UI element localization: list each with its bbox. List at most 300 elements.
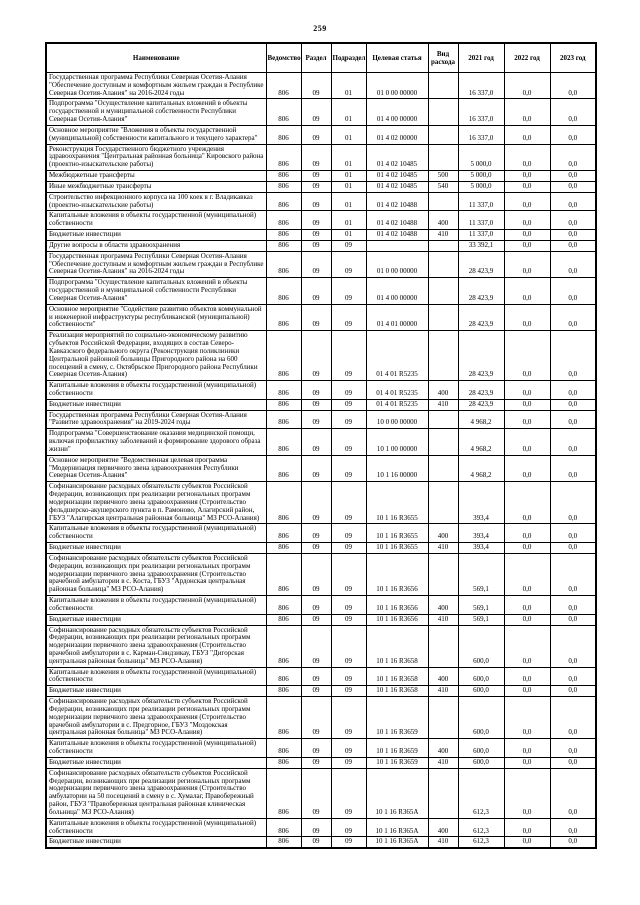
cell-rz: 09 — [301, 144, 331, 170]
cell-csr: 10 1 16 R3655 — [366, 543, 428, 554]
cell-y1: 28 423,9 — [458, 304, 504, 330]
cell-y2: 0,0 — [504, 686, 550, 697]
cell-pr: 09 — [331, 686, 366, 697]
cell-csr: 01 4 01 R5235 — [366, 381, 428, 400]
cell-y3: 0,0 — [550, 614, 596, 625]
cell-ved: 806 — [266, 739, 301, 758]
cell-ved: 806 — [266, 251, 301, 277]
cell-y1: 600,0 — [458, 739, 504, 758]
column-header: Наименование — [46, 43, 266, 73]
cell-vr — [428, 99, 458, 125]
cell-y3: 0,0 — [550, 230, 596, 241]
cell-y2: 0,0 — [504, 553, 550, 595]
table-row — [46, 818, 596, 837]
cell-rz: 09 — [301, 482, 331, 524]
cell-y3: 0,0 — [550, 381, 596, 400]
cell-y1: 28 423,9 — [458, 331, 504, 381]
cell-y3: 0,0 — [550, 686, 596, 697]
cell-pr: 09 — [331, 524, 366, 543]
cell-pr: 09 — [331, 331, 366, 381]
cell-y1: 5 000,0 — [458, 144, 504, 170]
cell-name: Основное мероприятие "Содействие развитию объектов коммунальной и инженерной инфраструктуры республиканской (муниципальной) собственности" — [46, 304, 266, 330]
cell-vr: 540 — [428, 181, 458, 192]
cell-y2: 0,0 — [504, 757, 550, 768]
cell-csr: 10 1 16 R3659 — [366, 757, 428, 768]
cell-name: Бюджетные инвестиции — [46, 837, 266, 848]
cell-y2: 0,0 — [504, 818, 550, 837]
cell-name: Иные межбюджетные трансферты — [46, 181, 266, 192]
cell-name: Капитальные вложения в объекты государственной (муниципальной) собственности — [46, 739, 266, 758]
cell-rz: 09 — [301, 192, 331, 211]
cell-y1: 4 968,2 — [458, 429, 504, 455]
cell-vr: 410 — [428, 614, 458, 625]
cell-pr: 09 — [331, 739, 366, 758]
cell-pr: 09 — [331, 304, 366, 330]
cell-y1: 569,1 — [458, 553, 504, 595]
cell-csr: 01 4 00 00000 — [366, 99, 428, 125]
cell-y1: 28 423,9 — [458, 399, 504, 410]
cell-rz: 09 — [301, 278, 331, 304]
table-row — [46, 99, 596, 125]
cell-y2: 0,0 — [504, 543, 550, 554]
cell-y3: 0,0 — [550, 192, 596, 211]
cell-pr: 09 — [331, 455, 366, 481]
cell-rz: 09 — [301, 171, 331, 182]
cell-vr — [428, 429, 458, 455]
cell-name: Бюджетные инвестиции — [46, 686, 266, 697]
cell-rz: 09 — [301, 410, 331, 429]
cell-y1: 11 337,0 — [458, 211, 504, 230]
cell-rz: 09 — [301, 251, 331, 277]
cell-rz: 09 — [301, 757, 331, 768]
cell-name: Государственная программа Республики Северная Осетия-Алания "Обеспечение доступным и комфортным жильем граждан в Республике Северная Осетия-Алания" на 2016-2024 годы — [46, 251, 266, 277]
cell-y3: 0,0 — [550, 240, 596, 251]
cell-y2: 0,0 — [504, 192, 550, 211]
cell-csr: 10 1 16 00000 — [366, 455, 428, 481]
cell-vr — [428, 697, 458, 739]
cell-pr: 09 — [331, 757, 366, 768]
cell-ved: 806 — [266, 596, 301, 615]
cell-vr — [428, 144, 458, 170]
cell-csr: 01 4 02 10485 — [366, 181, 428, 192]
cell-csr — [366, 240, 428, 251]
table-row — [46, 331, 596, 381]
column-header: 2021 год — [458, 43, 504, 73]
cell-ved: 806 — [266, 667, 301, 686]
cell-rz: 09 — [301, 739, 331, 758]
cell-vr — [428, 331, 458, 381]
cell-rz: 09 — [301, 543, 331, 554]
cell-y2: 0,0 — [504, 614, 550, 625]
cell-ved: 806 — [266, 99, 301, 125]
cell-y1: 33 392,1 — [458, 240, 504, 251]
cell-rz: 09 — [301, 381, 331, 400]
cell-y1: 612,3 — [458, 768, 504, 818]
cell-rz: 09 — [301, 524, 331, 543]
cell-pr: 09 — [331, 625, 366, 667]
cell-pr: 09 — [331, 278, 366, 304]
cell-y3: 0,0 — [550, 99, 596, 125]
table-row — [46, 768, 596, 818]
cell-rz: 09 — [301, 818, 331, 837]
cell-vr — [428, 625, 458, 667]
cell-ved: 806 — [266, 230, 301, 241]
cell-ved: 806 — [266, 192, 301, 211]
cell-ved: 806 — [266, 625, 301, 667]
cell-vr — [428, 768, 458, 818]
cell-y3: 0,0 — [550, 757, 596, 768]
cell-y2: 0,0 — [504, 331, 550, 381]
cell-y3: 0,0 — [550, 278, 596, 304]
cell-rz: 09 — [301, 429, 331, 455]
cell-ved: 806 — [266, 614, 301, 625]
cell-ved: 806 — [266, 837, 301, 848]
table-row — [46, 625, 596, 667]
table-row — [46, 667, 596, 686]
cell-rz: 09 — [301, 331, 331, 381]
cell-y1: 612,3 — [458, 818, 504, 837]
cell-vr — [428, 278, 458, 304]
cell-rz: 09 — [301, 625, 331, 667]
cell-ved: 806 — [266, 455, 301, 481]
cell-pr: 01 — [331, 171, 366, 182]
cell-pr: 09 — [331, 381, 366, 400]
cell-vr — [428, 240, 458, 251]
cell-y1: 600,0 — [458, 697, 504, 739]
cell-y3: 0,0 — [550, 304, 596, 330]
cell-pr: 09 — [331, 410, 366, 429]
cell-rz: 09 — [301, 399, 331, 410]
cell-ved: 806 — [266, 482, 301, 524]
cell-rz: 09 — [301, 667, 331, 686]
cell-y3: 0,0 — [550, 73, 596, 99]
cell-y2: 0,0 — [504, 596, 550, 615]
column-header: Раздел — [301, 43, 331, 73]
cell-ved: 806 — [266, 181, 301, 192]
cell-y2: 0,0 — [504, 73, 550, 99]
cell-vr: 410 — [428, 543, 458, 554]
cell-vr: 400 — [428, 381, 458, 400]
table-row — [46, 73, 596, 99]
cell-rz: 09 — [301, 240, 331, 251]
cell-csr: 10 1 16 R3658 — [366, 625, 428, 667]
cell-ved: 806 — [266, 73, 301, 99]
cell-pr: 09 — [331, 837, 366, 848]
cell-y3: 0,0 — [550, 125, 596, 144]
cell-name: Основное мероприятие "Ведомственная целевая программа "Модернизация первичного звена здравоохранения Республики Северная Осетия-Алания" — [46, 455, 266, 481]
cell-vr: 410 — [428, 230, 458, 241]
cell-csr: 10 1 16 R365A — [366, 837, 428, 848]
cell-pr: 01 — [331, 144, 366, 170]
cell-pr: 09 — [331, 482, 366, 524]
cell-y2: 0,0 — [504, 697, 550, 739]
cell-name: Основное мероприятие "Вложения в объекты государственной (муниципальной) собственности капитального и текущего характера" — [46, 125, 266, 144]
cell-y3: 0,0 — [550, 818, 596, 837]
cell-csr: 01 0 00 00000 — [366, 73, 428, 99]
cell-y2: 0,0 — [504, 625, 550, 667]
table-row — [46, 230, 596, 241]
cell-ved: 806 — [266, 399, 301, 410]
table-row — [46, 125, 596, 144]
cell-ved: 806 — [266, 211, 301, 230]
cell-name: Строительство инфекционного корпуса на 100 коек в г. Владикавказ (проектно-изыскательские работы) — [46, 192, 266, 211]
cell-y2: 0,0 — [504, 125, 550, 144]
cell-name: Бюджетные инвестиции — [46, 543, 266, 554]
cell-vr: 400 — [428, 667, 458, 686]
cell-vr — [428, 192, 458, 211]
cell-ved: 806 — [266, 381, 301, 400]
cell-y1: 600,0 — [458, 667, 504, 686]
cell-pr: 01 — [331, 192, 366, 211]
cell-name: Государственная программа Республики Северная Осетия-Алания "Развитие здравоохранения" на 2019-2024 годы — [46, 410, 266, 429]
cell-ved: 806 — [266, 524, 301, 543]
cell-pr: 01 — [331, 230, 366, 241]
cell-vr: 410 — [428, 399, 458, 410]
cell-pr: 09 — [331, 399, 366, 410]
table-row — [46, 240, 596, 251]
table-row — [46, 455, 596, 481]
cell-y2: 0,0 — [504, 455, 550, 481]
table-row — [46, 614, 596, 625]
table-row — [46, 757, 596, 768]
cell-csr: 10 0 00 00000 — [366, 410, 428, 429]
table-row — [46, 543, 596, 554]
table-row — [46, 482, 596, 524]
cell-ved: 806 — [266, 171, 301, 182]
cell-vr: 410 — [428, 837, 458, 848]
cell-y3: 0,0 — [550, 410, 596, 429]
cell-rz: 09 — [301, 697, 331, 739]
cell-y2: 0,0 — [504, 144, 550, 170]
cell-csr: 01 4 02 10488 — [366, 230, 428, 241]
table-row — [46, 410, 596, 429]
cell-pr: 09 — [331, 553, 366, 595]
table-row — [46, 144, 596, 170]
cell-pr: 09 — [331, 768, 366, 818]
cell-y2: 0,0 — [504, 482, 550, 524]
table-row — [46, 278, 596, 304]
cell-y2: 0,0 — [504, 410, 550, 429]
cell-y2: 0,0 — [504, 304, 550, 330]
table-row — [46, 171, 596, 182]
cell-y3: 0,0 — [550, 171, 596, 182]
cell-pr: 01 — [331, 125, 366, 144]
cell-csr: 10 1 16 R3658 — [366, 667, 428, 686]
column-header: 2023 год — [550, 43, 596, 73]
cell-name: Бюджетные инвестиции — [46, 757, 266, 768]
cell-csr: 10 1 16 R3656 — [366, 614, 428, 625]
cell-vr — [428, 553, 458, 595]
cell-ved: 806 — [266, 553, 301, 595]
cell-vr — [428, 251, 458, 277]
cell-y1: 11 337,0 — [458, 192, 504, 211]
cell-csr: 01 4 02 00000 — [366, 125, 428, 144]
cell-y3: 0,0 — [550, 331, 596, 381]
cell-y1: 569,1 — [458, 596, 504, 615]
cell-ved: 806 — [266, 543, 301, 554]
cell-csr: 10 1 16 R365A — [366, 818, 428, 837]
cell-vr — [428, 482, 458, 524]
cell-y3: 0,0 — [550, 543, 596, 554]
cell-y1: 28 423,9 — [458, 278, 504, 304]
cell-csr: 01 4 02 10485 — [366, 144, 428, 170]
cell-ved: 806 — [266, 818, 301, 837]
cell-name: Капитальные вложения в объекты государственной (муниципальной) собственности — [46, 818, 266, 837]
table-row — [46, 596, 596, 615]
cell-y2: 0,0 — [504, 230, 550, 241]
cell-vr — [428, 125, 458, 144]
cell-y1: 569,1 — [458, 614, 504, 625]
cell-y2: 0,0 — [504, 399, 550, 410]
cell-csr: 10 1 16 R3658 — [366, 686, 428, 697]
table-row — [46, 739, 596, 758]
cell-y1: 28 423,9 — [458, 381, 504, 400]
header-row — [46, 43, 596, 73]
column-header: Целевая статья — [366, 43, 428, 73]
cell-y1: 600,0 — [458, 686, 504, 697]
cell-csr: 01 4 00 00000 — [366, 278, 428, 304]
cell-y2: 0,0 — [504, 240, 550, 251]
cell-y3: 0,0 — [550, 211, 596, 230]
cell-vr — [428, 455, 458, 481]
cell-vr: 400 — [428, 818, 458, 837]
cell-csr: 01 4 02 10485 — [366, 171, 428, 182]
cell-pr: 01 — [331, 73, 366, 99]
cell-vr: 400 — [428, 211, 458, 230]
cell-ved: 806 — [266, 686, 301, 697]
cell-rz: 09 — [301, 304, 331, 330]
cell-name: Капитальные вложения в объекты государственной (муниципальной) собственности — [46, 211, 266, 230]
cell-y2: 0,0 — [504, 739, 550, 758]
cell-ved: 806 — [266, 410, 301, 429]
cell-ved: 806 — [266, 125, 301, 144]
cell-ved: 806 — [266, 278, 301, 304]
cell-y1: 11 337,0 — [458, 230, 504, 241]
cell-y2: 0,0 — [504, 171, 550, 182]
cell-csr: 10 1 16 R3655 — [366, 524, 428, 543]
cell-y1: 5 000,0 — [458, 181, 504, 192]
cell-name: Подпрограмма "Осуществление капитальных вложений в объекты государственной и муниципальной собственности Республики Северная Осетия-Алания" — [46, 278, 266, 304]
cell-name: Софинансирование расходных обязательств субъектов Российской Федерации, возникающих при реализации региональных программ модернизации первичного звена здравоохранения (Строительство фельдшерско-акушерского пункта в п. Рамоново, Алагирский район, ГБУЗ "Алагирская центральная районная больница" МЗ РСО-Алания) — [46, 482, 266, 524]
cell-y2: 0,0 — [504, 251, 550, 277]
cell-rz: 09 — [301, 211, 331, 230]
cell-rz: 09 — [301, 614, 331, 625]
cell-name: Реконструкция Государственного бюджетного учреждения здравоохранения "Центральная районная больница" Кировского района (проектно-изыскательские работы) — [46, 144, 266, 170]
cell-name: Бюджетные инвестиции — [46, 399, 266, 410]
cell-pr: 01 — [331, 211, 366, 230]
table-row — [46, 251, 596, 277]
cell-ved: 806 — [266, 429, 301, 455]
cell-pr: 09 — [331, 543, 366, 554]
cell-csr: 10 1 16 R3659 — [366, 697, 428, 739]
cell-y2: 0,0 — [504, 381, 550, 400]
cell-csr: 10 1 00 00000 — [366, 429, 428, 455]
cell-name: Подпрограмма "Совершенствование оказания медицинской помощи, включая профилактику заболеваний и формирование здорового образа жизни" — [46, 429, 266, 455]
cell-y1: 393,4 — [458, 543, 504, 554]
column-header: Ведомство — [266, 43, 301, 73]
cell-y1: 393,4 — [458, 524, 504, 543]
cell-rz: 09 — [301, 73, 331, 99]
table-row — [46, 837, 596, 848]
cell-name: Бюджетные инвестиции — [46, 230, 266, 241]
cell-vr: 500 — [428, 171, 458, 182]
column-header: 2022 год — [504, 43, 550, 73]
column-header: Подраздел — [331, 43, 366, 73]
cell-ved: 806 — [266, 240, 301, 251]
cell-y2: 0,0 — [504, 429, 550, 455]
budget-table — [45, 42, 597, 849]
cell-name: Капитальные вложения в объекты государственной (муниципальной) собственности — [46, 667, 266, 686]
cell-ved: 806 — [266, 697, 301, 739]
cell-rz: 09 — [301, 230, 331, 241]
cell-y1: 600,0 — [458, 625, 504, 667]
table-row — [46, 697, 596, 739]
cell-name: Софинансирование расходных обязательств субъектов Российской Федерации, возникающих при реализации региональных программ модернизации первичного звена здравоохранения (Строительство врачебной амбулатории в с. Карман-Синдзикау, ГБУЗ "Дигорская центральная районная больница" МЗ РСО-Алания) — [46, 625, 266, 667]
table-row — [46, 553, 596, 595]
cell-ved: 806 — [266, 144, 301, 170]
cell-y3: 0,0 — [550, 625, 596, 667]
cell-name: Реализация мероприятий по социально-экономическому развитию субъектов Российской Федерации, входящих в состав Северо-Кавказского федерального округа (Реконструкция поликлиники Центральной районной больницы Пригородного района на 600 посещений в смену, с. Октябрьское Пригородного района Республики Северная Осетия-Алания) — [46, 331, 266, 381]
cell-rz: 09 — [301, 686, 331, 697]
cell-y2: 0,0 — [504, 99, 550, 125]
cell-y1: 16 337,0 — [458, 73, 504, 99]
cell-y3: 0,0 — [550, 482, 596, 524]
table-row — [46, 192, 596, 211]
column-header: Вид расхода — [428, 43, 458, 73]
cell-name: Софинансирование расходных обязательств субъектов Российской Федерации, возникающих при реализации региональных программ модернизации первичного звена здравоохранения (Строительство врачебной амбулатории в с. Коста, ГБУЗ "Ардонская центральная районная больница" МЗ РСО-Алания) — [46, 553, 266, 595]
cell-pr: 01 — [331, 99, 366, 125]
cell-y2: 0,0 — [504, 524, 550, 543]
cell-csr: 10 1 16 R3659 — [366, 739, 428, 758]
cell-pr: 09 — [331, 697, 366, 739]
cell-vr: 410 — [428, 686, 458, 697]
cell-y3: 0,0 — [550, 553, 596, 595]
cell-y1: 5 000,0 — [458, 171, 504, 182]
cell-rz: 09 — [301, 455, 331, 481]
cell-name: Капитальные вложения в объекты государственной (муниципальной) собственности — [46, 596, 266, 615]
cell-vr — [428, 410, 458, 429]
cell-y3: 0,0 — [550, 399, 596, 410]
cell-csr: 10 1 16 R3656 — [366, 596, 428, 615]
cell-csr: 10 1 16 R3655 — [366, 482, 428, 524]
cell-y2: 0,0 — [504, 181, 550, 192]
cell-csr: 01 4 01 R5235 — [366, 399, 428, 410]
cell-y3: 0,0 — [550, 181, 596, 192]
cell-y3: 0,0 — [550, 429, 596, 455]
cell-csr: 01 4 01 00000 — [366, 304, 428, 330]
cell-name: Капитальные вложения в объекты государственной (муниципальной) собственности — [46, 524, 266, 543]
cell-rz: 09 — [301, 553, 331, 595]
budget-table-container — [45, 42, 595, 849]
cell-name: Бюджетные инвестиции — [46, 614, 266, 625]
cell-y3: 0,0 — [550, 596, 596, 615]
cell-y3: 0,0 — [550, 837, 596, 848]
cell-rz: 09 — [301, 596, 331, 615]
cell-pr: 09 — [331, 429, 366, 455]
cell-y3: 0,0 — [550, 667, 596, 686]
table-row — [46, 686, 596, 697]
cell-vr — [428, 73, 458, 99]
cell-y1: 16 337,0 — [458, 125, 504, 144]
page-number: 259 — [313, 24, 327, 33]
cell-y2: 0,0 — [504, 278, 550, 304]
cell-vr: 400 — [428, 524, 458, 543]
cell-csr: 01 4 02 10488 — [366, 192, 428, 211]
cell-vr: 410 — [428, 757, 458, 768]
cell-y1: 4 968,2 — [458, 410, 504, 429]
cell-name: Капитальные вложения в объекты государственной (муниципальной) собственности — [46, 381, 266, 400]
cell-y3: 0,0 — [550, 144, 596, 170]
